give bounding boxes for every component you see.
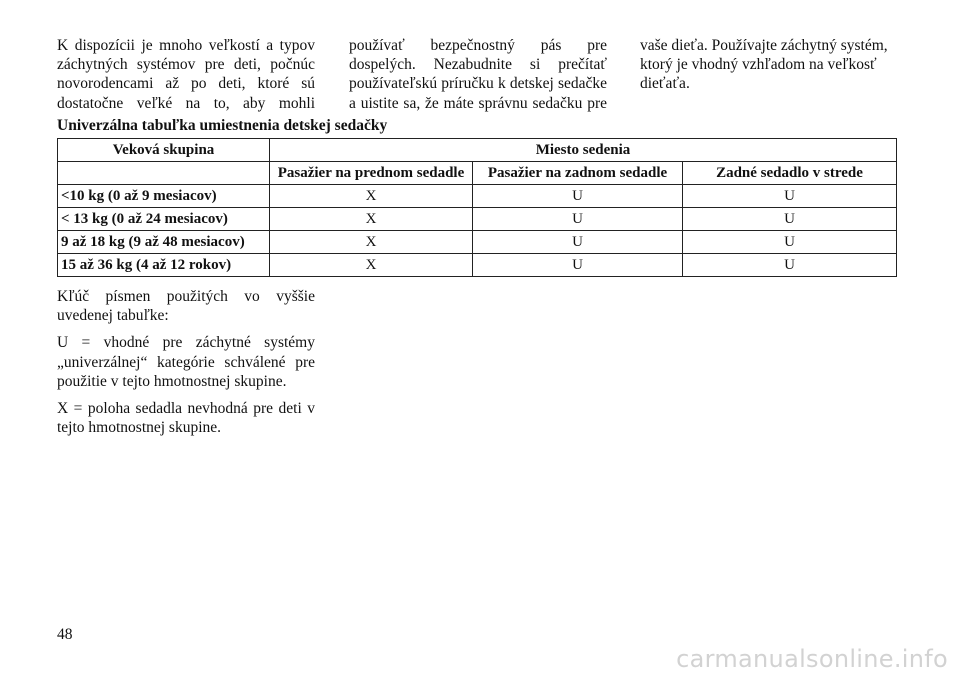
suitability-cell: X	[270, 231, 473, 254]
subheader-front-passenger: Pasažier na prednom sedadle	[270, 162, 473, 185]
suitability-cell: U	[473, 208, 683, 231]
suitability-cell: U	[473, 254, 683, 277]
seat-placement-table	[57, 138, 897, 277]
intro-text-line: K dispozícii je mnoho veľkostí a typov	[57, 37, 315, 54]
intro-column-1	[57, 36, 315, 113]
subheader-rear-center: Zadné sedadlo v strede	[683, 162, 897, 185]
suitability-cell: U	[683, 231, 897, 254]
intro-text-line: dospelých. Nezabudnite si prečítať	[349, 56, 607, 74]
header-age-group: Veková skupina	[58, 139, 270, 162]
legend-intro: Kľúč písmen použitých vo vyššie uvedenej tabuľke:	[57, 288, 315, 325]
watermark: carmanualsonline.info	[676, 645, 948, 673]
intro-text-line: záchytných systémov pre deti, počnúc	[57, 56, 315, 74]
page-number: 48	[57, 626, 73, 643]
suitability-cell: X	[270, 254, 473, 277]
age-group-cell: <10 kg (0 až 9 mesiacov)	[58, 185, 270, 208]
suitability-cell: U	[683, 254, 897, 277]
table-subheader-row	[58, 162, 897, 185]
subheader-rear-passenger: Pasažier na zadnom sedadle	[473, 162, 683, 185]
intro-column-2	[349, 36, 607, 113]
legend-u-definition: U = vhodné pre záchytné systémy „univerzálnej“ kategórie schválené pre použitie v tejto hmotnostnej skupine.	[57, 334, 315, 390]
table-row	[58, 185, 897, 208]
intro-text-line: novorodencami až po deti, ktoré sú	[57, 75, 315, 93]
suitability-cell: U	[683, 208, 897, 231]
suitability-cell: X	[270, 208, 473, 231]
age-group-cell: 9 až 18 kg (9 až 48 mesiacov)	[58, 231, 270, 254]
intro-text-line: dieťaťa.	[640, 75, 690, 93]
intro-text-line: ktorý je vhodný vzhľadom na veľkosť	[640, 56, 877, 74]
table-row	[58, 231, 897, 254]
table-row	[58, 208, 897, 231]
intro-text-line: a uistite sa, že máte správnu sedačku pre	[349, 94, 607, 112]
table-row	[58, 254, 897, 277]
intro-text-line: používateľskú príručku k detskej sedačke	[349, 75, 607, 93]
intro-column-3	[640, 36, 898, 94]
intro-text-line: používať bezpečnostný pás pre	[349, 37, 607, 54]
legend-block	[57, 287, 315, 445]
age-group-cell: 15 až 36 kg (4 až 12 rokov)	[58, 254, 270, 277]
suitability-cell: U	[683, 185, 897, 208]
age-group-cell: < 13 kg (0 až 24 mesiacov)	[58, 208, 270, 231]
header-seating-position: Miesto sedenia	[270, 139, 897, 162]
suitability-cell: U	[473, 185, 683, 208]
table-body	[58, 185, 897, 277]
table-title: Univerzálna tabuľka umiestnenia detskej sedačky	[57, 117, 388, 134]
suitability-cell: X	[270, 185, 473, 208]
legend-x-definition: X = poloha sedadla nevhodná pre deti v tejto hmotnostnej skupine.	[57, 400, 315, 437]
table-header-row	[58, 139, 897, 162]
subheader-empty	[58, 162, 270, 185]
intro-text-line: dostatočne veľké na to, aby mohli	[57, 94, 315, 112]
intro-text-line: vaše dieťa. Používajte záchytný systém,	[640, 37, 888, 54]
suitability-cell: U	[473, 231, 683, 254]
